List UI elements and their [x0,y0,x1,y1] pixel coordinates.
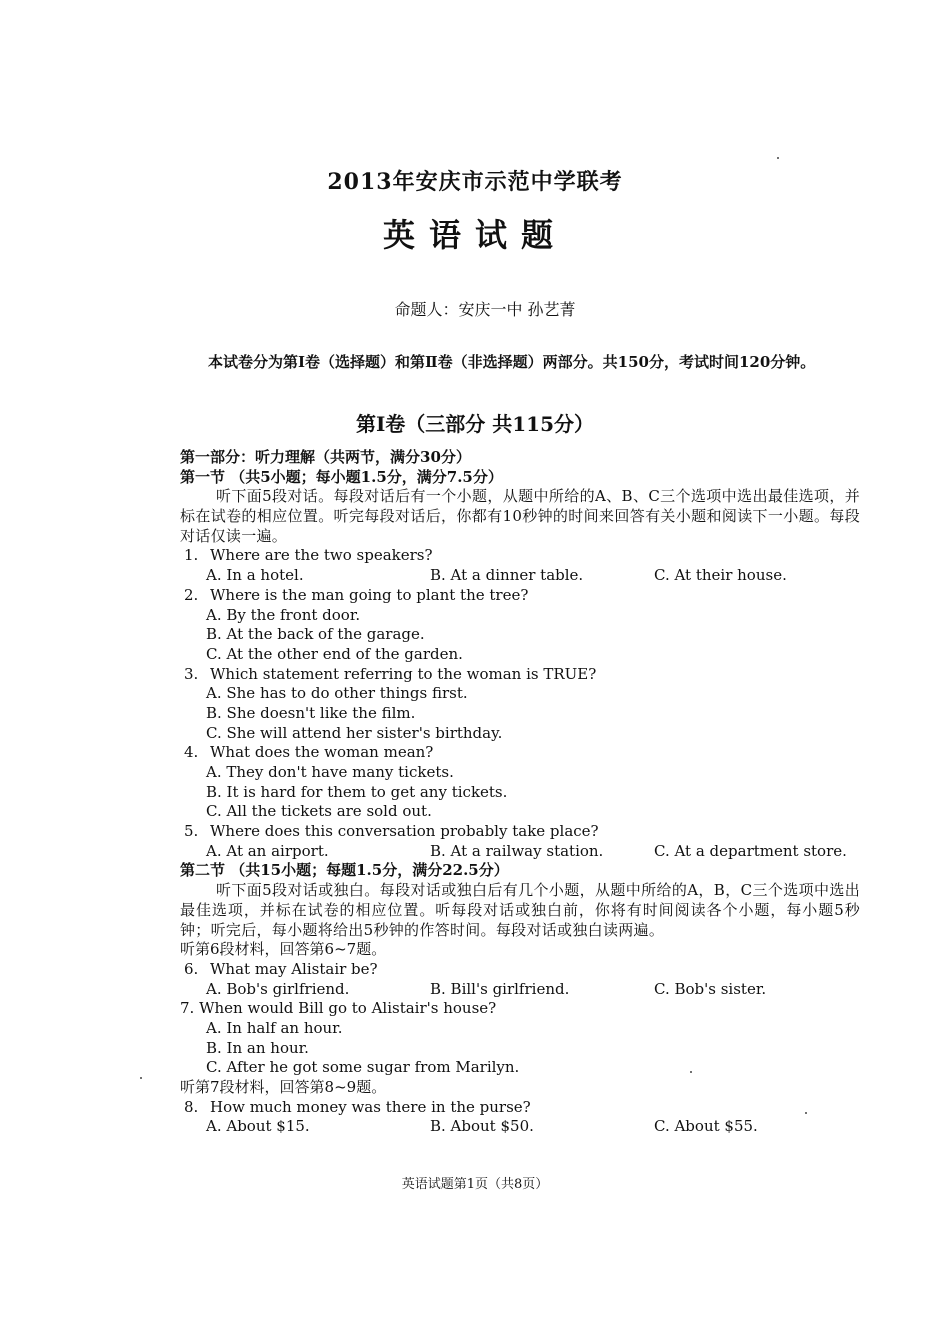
question-text: What does the woman mean? [210,743,434,762]
option-a: A. In half an hour. [206,1019,343,1038]
question-text: Where does this conversation probably take place? [210,822,599,841]
option-c: C. At their house. [654,566,787,585]
question [180,822,860,842]
option-c: C. She will attend her sister's birthday. [206,723,503,742]
question-number: 7. [180,999,195,1018]
question-number: 8. [184,1097,199,1116]
option-a: A. At an airport. [206,841,329,860]
question [180,665,860,685]
question-number: 3. [184,664,199,683]
scan-speck [805,1112,807,1114]
question-text: When would Bill go to Alistair's house? [199,999,497,1018]
question [180,546,860,566]
section-directions: 听下面5段对话。每段对话后有一个小题，从题中所给的A、B、C三个选项中选出最佳选项，并标在试卷的相应位置。听完每段对话后，你都有10秒钟的时间来回答有关小题和阅读下一小题。每段对话仅读一遍。 [180,487,860,545]
option-a: A. In a hotel. [206,566,304,585]
option-a: A. She has to do other things first. [206,684,468,703]
question-number: 6. [184,959,199,978]
option-c: C. All the tickets are sold out. [206,802,432,821]
option-b: B. Bill's girlfriend. [430,979,570,998]
material-instruction: 听第7段材料，回答第8~9题。 [180,1078,387,1097]
option-row [180,1117,860,1137]
question-number: 2. [184,585,199,604]
question-number: 1. [184,546,199,565]
scan-speck [690,1071,692,1073]
question [180,999,860,1019]
option-row [180,842,860,862]
question-text: Which statement referring to the woman is TRUE? [210,664,597,683]
question [180,586,860,606]
section-directions: 听下面5段对话或独白。每段对话或独白后有几个小题，从题中所给的A，B，C三个选项中选出最佳选项，并标在试卷的相应位置。听每段对话或独白前，你将有时间阅读各个小题，每小题5秒钟；听完后，每小题将给出5秒钟的作答时间。每段对话或独白读两遍。 [180,881,860,939]
question-text: How much money was there in the purse? [210,1097,531,1116]
question-text: Where are the two speakers? [210,546,433,565]
scan-speck [777,157,779,159]
option-b: B. At a railway station. [430,841,604,860]
question [180,1098,860,1118]
option-b: B. At a dinner table. [430,566,584,585]
question [180,743,860,763]
exam-content [180,448,860,1137]
material-instruction: 听第6段材料，回答第6~7题。 [180,940,387,959]
subject-title: 英语试题 [382,216,567,254]
scan-speck [140,1077,142,1079]
option-a: A. About $15. [206,1117,310,1136]
option-c: C. After he got some sugar from Marilyn. [206,1058,520,1077]
question-text: Where is the man going to plant the tree? [210,585,529,604]
exam-intro: 本试卷分为第Ⅰ卷（选择题）和第Ⅱ卷（非选择题）两部分。共150分，考试时间120分钟。 [208,353,816,371]
option-a: A. By the front door. [206,605,361,624]
question [180,960,860,980]
section-title: 第二节 （共15小题；每题1.5分，满分22.5分） [180,861,509,880]
volume-heading: 第Ⅰ卷（三部分 共115分） [355,412,595,436]
exam-title: 2013年安庆市示范中学联考 [327,169,623,195]
question-number: 5. [184,822,199,841]
option-a: A. Bob's girlfriend. [206,979,350,998]
option-b: B. She doesn't like the film. [206,703,416,722]
option-row [180,980,860,1000]
page-footer: 英语试题第1页（共8页） [401,1177,549,1192]
question-number: 4. [184,743,199,762]
option-b: B. It is hard for them to get any tickets. [206,782,508,801]
option-row [180,566,860,586]
option-c: C. About $55. [654,1117,758,1136]
author-line: 命题人：安庆一中 孙艺菁 [394,300,576,319]
option-c: C. Bob's sister. [654,979,767,998]
question-text: What may Alistair be? [210,959,378,978]
option-c: C. At the other end of the garden. [206,644,463,663]
option-c: C. At a department store. [654,841,847,860]
part-title: 第一部分：听力理解（共两节，满分30分） [180,448,471,466]
option-b: B. In an hour. [206,1038,309,1057]
option-b: B. At the back of the garage. [206,625,425,644]
section-title: 第一节 （共5小题；每小题1.5分，满分7.5分） [180,467,503,486]
option-b: B. About $50. [430,1117,534,1136]
option-a: A. They don't have many tickets. [206,763,454,782]
